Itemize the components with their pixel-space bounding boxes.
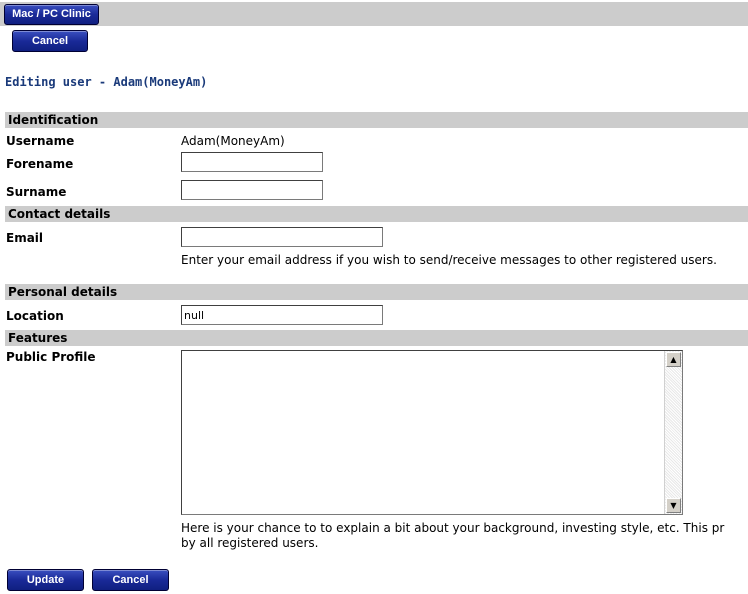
profile-hint-line1: Here is your chance to to explain a bit about your background, investing style, etc. This pr [181,521,725,535]
section-contact-details: Contact details [5,206,748,222]
surname-label: Surname [6,185,67,199]
email-label: Email [6,231,44,245]
update-button[interactable]: Update [7,569,84,591]
scroll-down-arrow-icon[interactable]: ▼ [666,498,681,513]
scroll-up-arrow-icon[interactable]: ▲ [666,352,681,367]
top-nav-bar [0,2,748,26]
email-hint: Enter your email address if you wish to send/receive messages to other registered users. [181,253,717,267]
profile-hint-line2: by all registered users. [181,536,319,550]
username-value: Adam(MoneyAm) [181,134,285,148]
page-title: Editing user - Adam(MoneyAm) [5,75,208,89]
public-profile-label: Public Profile [6,350,96,364]
forename-label: Forename [6,157,74,171]
section-features: Features [5,330,748,346]
public-profile-textarea[interactable] [182,351,664,514]
username-label: Username [6,134,75,148]
forename-input[interactable] [181,152,323,172]
section-identification: Identification [5,112,748,128]
surname-input[interactable] [181,180,323,200]
public-profile-box [181,350,683,515]
profile-scrollbar[interactable] [664,351,682,514]
location-input[interactable] [181,305,383,325]
top-cancel-button[interactable]: Cancel [12,30,88,52]
bottom-cancel-button[interactable]: Cancel [92,569,169,591]
email-input[interactable] [181,227,383,247]
location-label: Location [6,309,64,323]
site-home-button[interactable]: Mac / PC Clinic [4,4,99,25]
section-personal-details: Personal details [5,284,748,300]
